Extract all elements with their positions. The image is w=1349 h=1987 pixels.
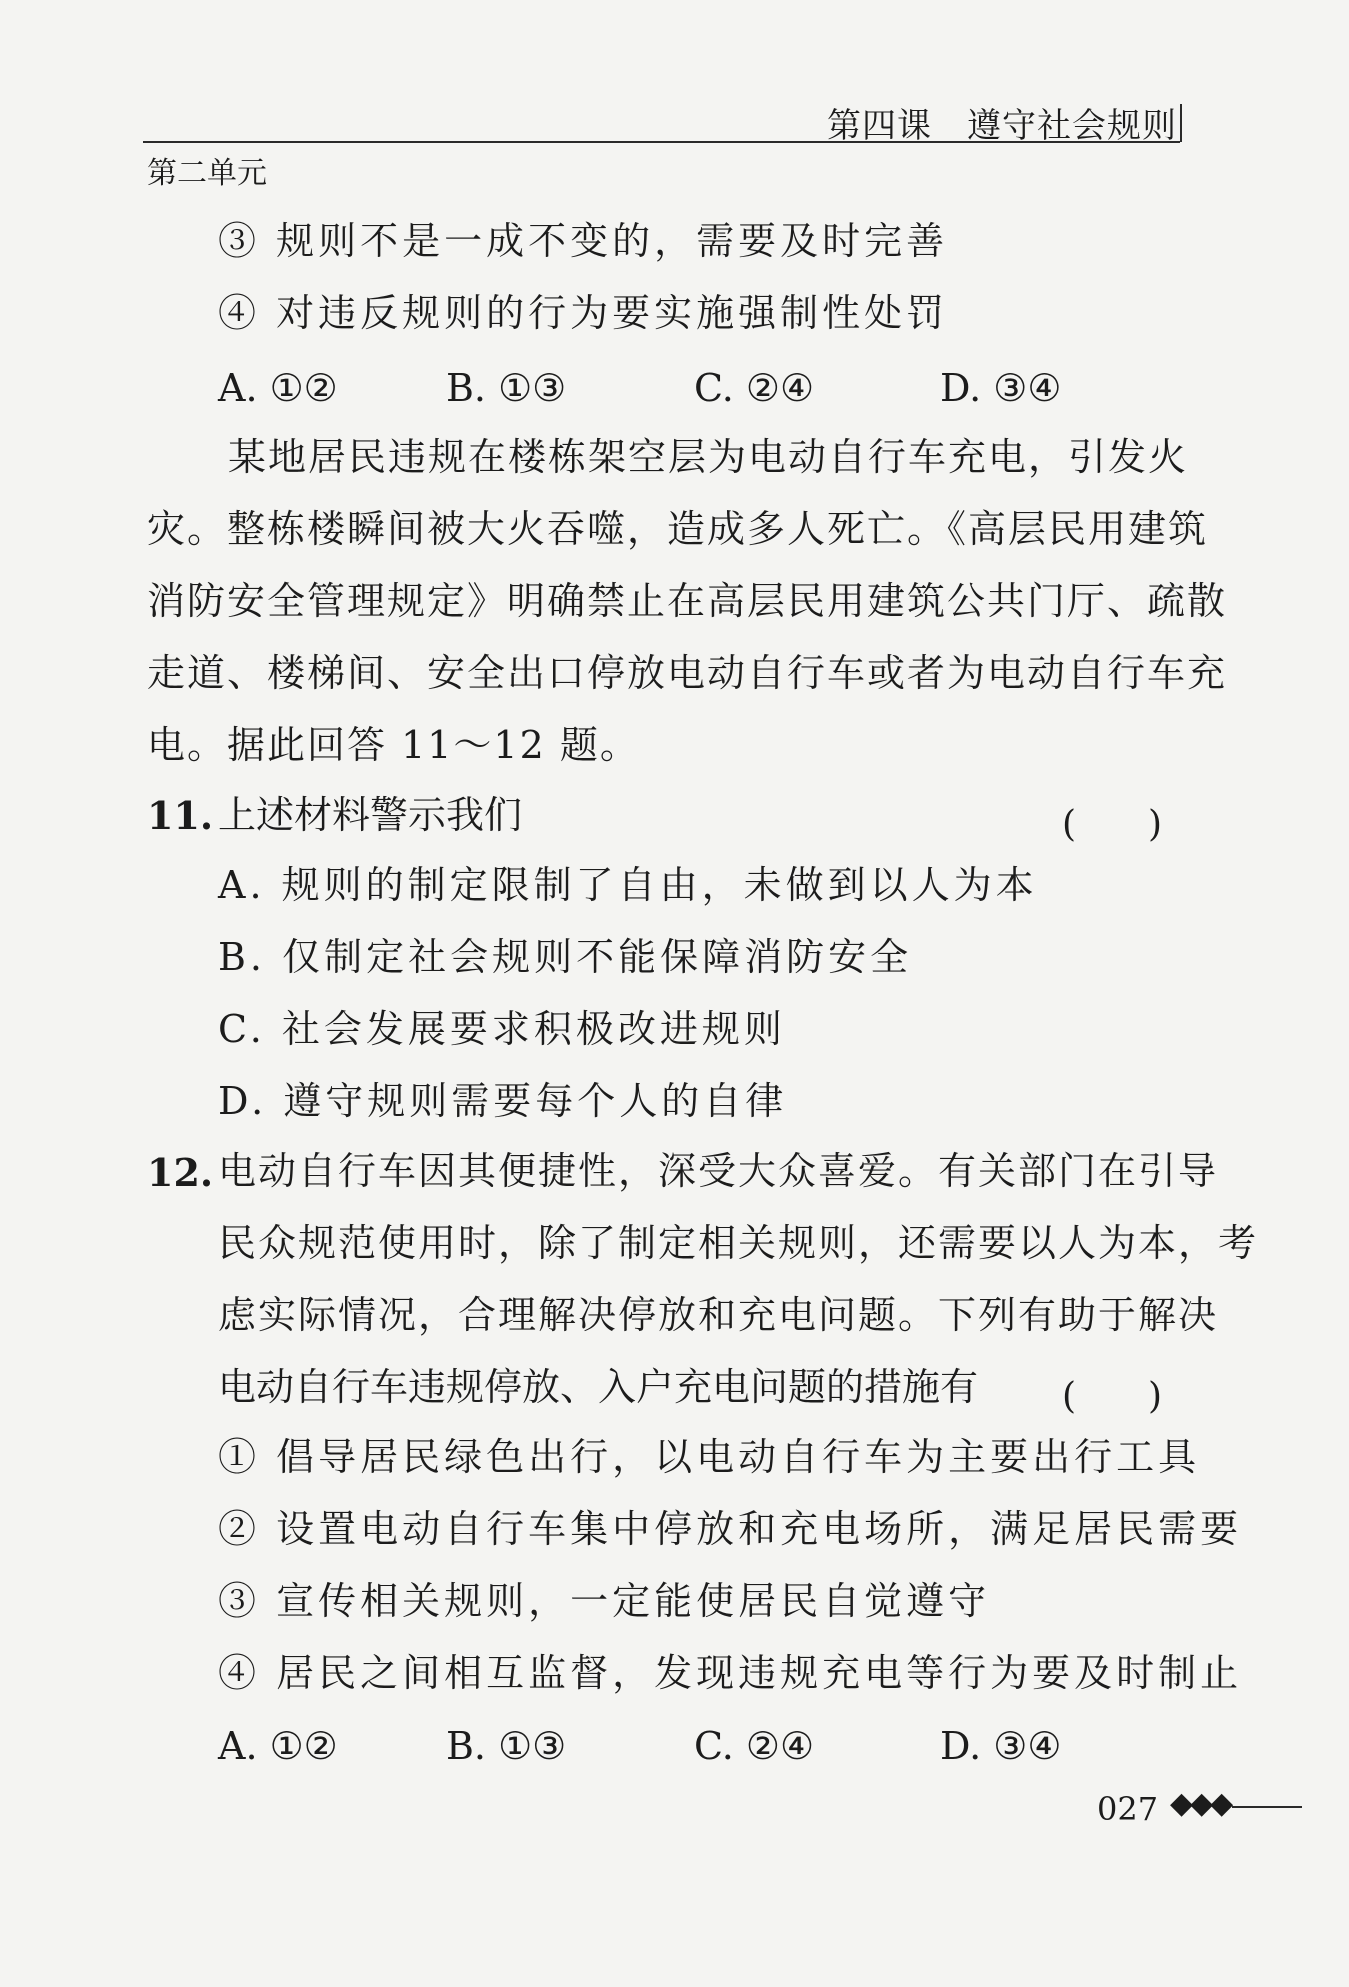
q11-option-b: B. 仅制定社会规则不能保障消防安全 [218, 935, 913, 979]
choice-c: C. ②④ [694, 1724, 815, 1768]
choice-b: B. ①③ [446, 366, 567, 410]
passage-line-3: 消防安全管理规定》明确禁止在高层民用建筑公共门厅、疏散 [147, 579, 1228, 623]
prev-option-4: ④ 对违反规则的行为要实施强制性处罚 [218, 291, 949, 335]
passage-line-5: 电。据此回答 11～12 题。 [147, 723, 640, 767]
q12-stem-line-4: 电动自行车违规停放、入户充电问题的措施有 [218, 1365, 979, 1409]
header-vertical-rule [1180, 104, 1182, 142]
page-number: 027 [1097, 1790, 1159, 1828]
q12-item-2: ② 设置电动自行车集中停放和充电场所，满足居民需要 [218, 1507, 1243, 1551]
choice-b: B. ①③ [446, 1724, 567, 1768]
q11-stem: 上述材料警示我们 [218, 793, 523, 837]
q12-stem-line-3: 虑实际情况，合理解决停放和充电问题。下列有助于解决 [218, 1293, 1219, 1337]
q11-option-c: C. 社会发展要求积极改进规则 [218, 1007, 786, 1051]
choice-d: D. ③④ [940, 366, 1062, 410]
q12-stem-line-1: 电动自行车因其便捷性，深受大众喜爱。有关部门在引导 [218, 1149, 1219, 1193]
q12-number: 12. [147, 1150, 214, 1195]
q12-answer-choices [218, 1724, 1118, 1768]
choice-c: C. ②④ [694, 366, 815, 410]
q11-number: 11. [147, 793, 214, 838]
q12-item-1: ① 倡导居民绿色出行，以电动自行车为主要出行工具 [218, 1435, 1201, 1479]
choice-a: A. ①② [218, 1724, 338, 1768]
q12-answer-blank: ( ) [1062, 1376, 1163, 1417]
lesson-title: 第四课 遵守社会规则 [827, 106, 1177, 146]
passage-line-1: 某地居民违规在楼栋架空层为电动自行车充电，引发火 [228, 435, 1189, 479]
diamond-ornament-icon: ◆◆◆ [1170, 1786, 1231, 1821]
choice-d: D. ③④ [940, 1724, 1062, 1768]
q11-option-a: A. 规则的制定限制了自由，未做到以人为本 [218, 863, 1038, 907]
q12-item-3: ③ 宣传相关规则，一定能使居民自觉遵守 [218, 1579, 991, 1623]
q11-answer-blank: ( ) [1062, 804, 1163, 845]
header-rule [143, 141, 1180, 143]
q12-item-4: ④ 居民之间相互监督，发现违规充电等行为要及时制止 [218, 1651, 1243, 1695]
q12-stem-line-2: 民众规范使用时，除了制定相关规则，还需要以人为本，考 [218, 1221, 1259, 1265]
q11-option-d: D. 遵守规则需要每个人的自律 [218, 1079, 788, 1123]
prev-answer-choices [218, 366, 1118, 410]
prev-option-3: ③ 规则不是一成不变的，需要及时完善 [218, 219, 949, 263]
unit-label: 第二单元 [147, 156, 267, 191]
passage-line-2: 灾。整栋楼瞬间被大火吞噬，造成多人死亡。《高层民用建筑 [147, 507, 1209, 551]
choice-a: A. ①② [218, 366, 338, 410]
footer-rule [1232, 1806, 1302, 1808]
passage-line-4: 走道、楼梯间、安全出口停放电动自行车或者为电动自行车充 [147, 651, 1228, 695]
